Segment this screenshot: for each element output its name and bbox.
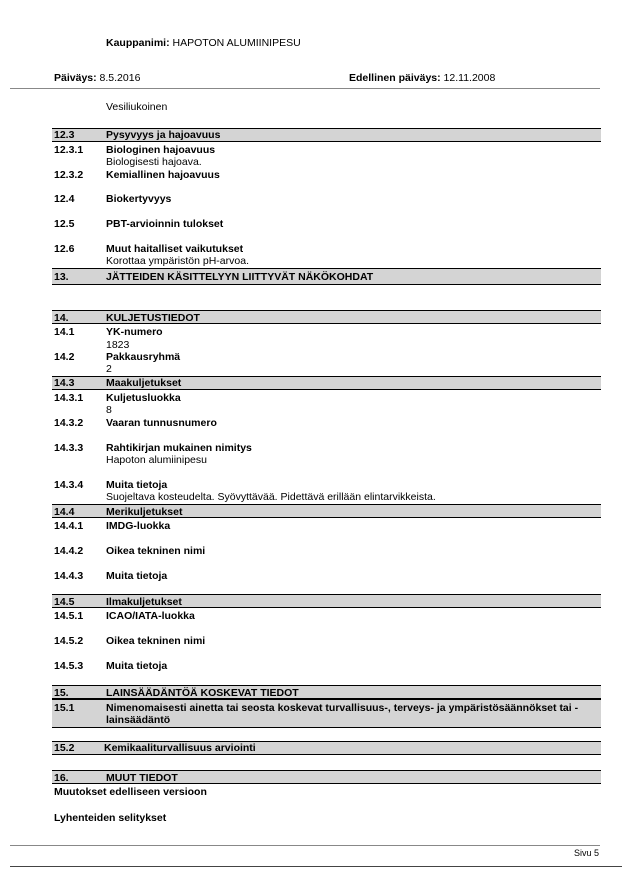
section-title: Maakuljetukset bbox=[106, 377, 182, 389]
date-label: Päiväys: bbox=[54, 72, 97, 84]
section-title: Merikuljetukset bbox=[106, 506, 183, 518]
section-text: Hapoton alumiinipesu bbox=[106, 454, 207, 466]
section-title: Oikea tekninen nimi bbox=[106, 635, 206, 647]
section-title: ICAO/IATA-luokka bbox=[106, 610, 195, 622]
section-number: 14.1 bbox=[54, 326, 75, 338]
section-title: JÄTTEIDEN KÄSITTELYYN LIITTYVÄT NÄKÖKOHDAT bbox=[106, 271, 374, 283]
section-title-line-1: Nimenomaisesti ainetta tai seosta koskevat turvallisuus-, terveys- ja ympäristösäännökset tai - bbox=[106, 702, 579, 714]
section-title: Pakkausryhmä bbox=[106, 351, 181, 363]
section-title: MUUT TIEDOT bbox=[106, 772, 178, 784]
section-title: YK-numero bbox=[106, 326, 163, 338]
previous-date bbox=[349, 72, 495, 84]
section-number: 12.4 bbox=[54, 193, 75, 205]
section-title: Kuljetusluokka bbox=[106, 392, 181, 404]
section-title: Vaaran tunnusnumero bbox=[106, 417, 217, 429]
section-title: Muita tietoja bbox=[106, 570, 168, 582]
section-title: LAINSÄÄDÄNTÖÄ KOSKEVAT TIEDOT bbox=[106, 687, 299, 699]
intro-text: Vesiliukoinen bbox=[106, 101, 168, 113]
section-title: Pysyvyys ja hajoavuus bbox=[106, 129, 221, 141]
section-title: Ilmakuljetukset bbox=[106, 596, 182, 608]
page-bottom-edge bbox=[10, 866, 622, 867]
date bbox=[54, 72, 140, 84]
section-title: IMDG-luokka bbox=[106, 520, 171, 532]
section-number: 14.4.2 bbox=[54, 545, 84, 557]
section-text: Suojeltava kosteudelta. Syövyttävää. Pidettävä erillään elintarvikkeista. bbox=[106, 491, 436, 503]
section-title: Muita tietoja bbox=[106, 660, 168, 672]
section-number: 12.3 bbox=[54, 129, 75, 141]
date-value: 8.5.2016 bbox=[99, 72, 141, 84]
section-number: 14.3.1 bbox=[54, 392, 84, 404]
page-number: Sivu 5 bbox=[573, 848, 599, 858]
section-number: 14.5.1 bbox=[54, 610, 84, 622]
section-number: 12.6 bbox=[54, 243, 75, 255]
section-title: Muita tietoja bbox=[106, 479, 168, 491]
section-title: KULJETUSTIEDOT bbox=[106, 312, 200, 324]
section-number: 14.3 bbox=[54, 377, 75, 389]
section-text: 1823 bbox=[106, 339, 130, 351]
section-number: 15.1 bbox=[54, 702, 75, 714]
section-number: 14.5.2 bbox=[54, 635, 84, 647]
section-number: 12.3.2 bbox=[54, 169, 84, 181]
section-text: Korottaa ympäristön pH-arvoa. bbox=[106, 255, 249, 267]
section-number: 14.4 bbox=[54, 506, 75, 518]
section-title-line-2: lainsäädäntö bbox=[106, 714, 171, 726]
footer-divider bbox=[10, 845, 600, 846]
section-title: Muut haitalliset vaikutukset bbox=[106, 243, 244, 255]
trade-name-value: HAPOTON ALUMIINIPESU bbox=[172, 37, 301, 49]
section-title: Oikea tekninen nimi bbox=[106, 545, 206, 557]
header-divider bbox=[10, 88, 600, 89]
section-number: 14.3.3 bbox=[54, 442, 84, 454]
section-text: 2 bbox=[106, 363, 112, 375]
section-title: Kemikaaliturvallisuus arviointi bbox=[104, 742, 256, 754]
section-title: PBT-arvioinnin tulokset bbox=[106, 218, 224, 230]
trade-name-label: Kauppanimi: bbox=[106, 37, 170, 49]
section-number: 14.3.2 bbox=[54, 417, 84, 429]
section-title: Rahtikirjan mukainen nimitys bbox=[106, 442, 252, 454]
section-number: 15.2 bbox=[54, 742, 75, 754]
trade-name bbox=[106, 37, 301, 49]
section-number: 12.3.1 bbox=[54, 144, 84, 156]
section-title: Biologinen hajoavuus bbox=[106, 144, 216, 156]
section-number: 14.4.3 bbox=[54, 570, 84, 582]
section-number: 12.5 bbox=[54, 218, 75, 230]
section-number: 14.4.1 bbox=[54, 520, 84, 532]
previous-date-value: 12.11.2008 bbox=[443, 72, 496, 84]
abbreviations-heading: Lyhenteiden selitykset bbox=[54, 812, 167, 824]
section-title: Biokertyvyys bbox=[106, 193, 172, 205]
changes-heading: Muutokset edelliseen versioon bbox=[54, 786, 207, 798]
section-number: 16. bbox=[54, 772, 69, 784]
section-text: Biologisesti hajoava. bbox=[106, 156, 202, 168]
section-number: 13. bbox=[54, 271, 69, 283]
section-title: Kemiallinen hajoavuus bbox=[106, 169, 220, 181]
section-number: 14. bbox=[54, 312, 69, 324]
previous-date-label: Edellinen päiväys: bbox=[349, 72, 441, 84]
section-number: 14.5 bbox=[54, 596, 75, 608]
section-text: 8 bbox=[106, 404, 112, 416]
section-number: 14.5.3 bbox=[54, 660, 84, 672]
section-number: 15. bbox=[54, 687, 69, 699]
section-number: 14.3.4 bbox=[54, 479, 84, 491]
section-number: 14.2 bbox=[54, 351, 75, 363]
